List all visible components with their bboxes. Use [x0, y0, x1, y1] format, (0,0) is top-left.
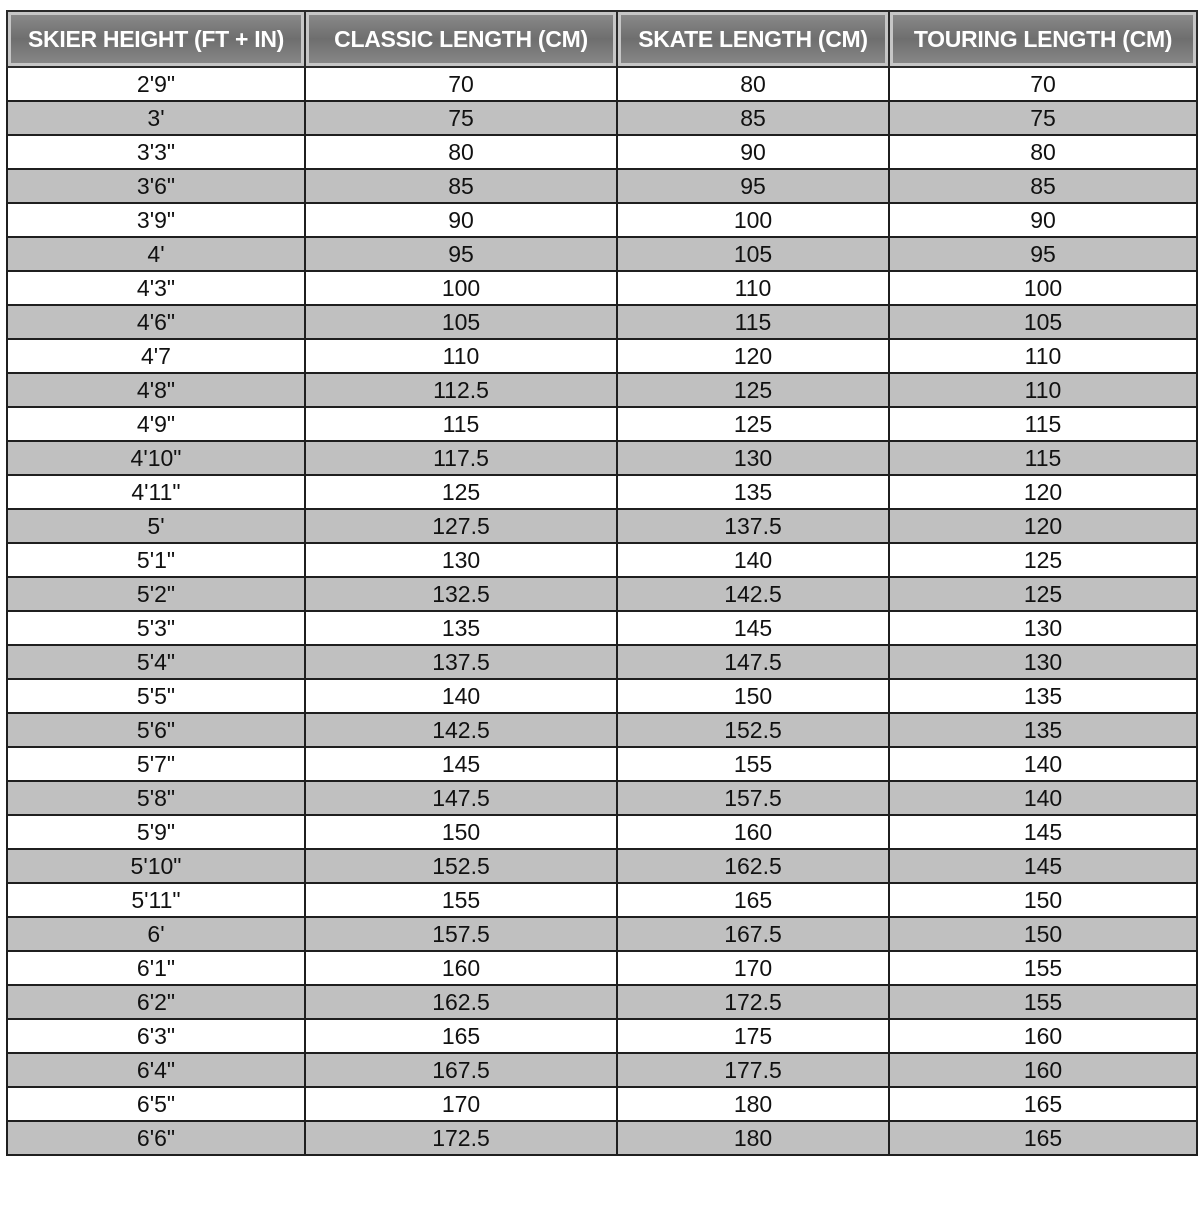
- cell-classic-length: 110: [305, 339, 617, 373]
- cell-touring-length: 135: [889, 713, 1197, 747]
- cell-skier-height: 6'5": [7, 1087, 305, 1121]
- cell-skate-length: 105: [617, 237, 889, 271]
- cell-skate-length: 100: [617, 203, 889, 237]
- table-row: [7, 339, 1197, 373]
- cell-touring-length: 110: [889, 339, 1197, 373]
- table-row: [7, 951, 1197, 985]
- header-skate-length: SKATE LENGTH (CM): [617, 11, 889, 67]
- cell-touring-length: 105: [889, 305, 1197, 339]
- table-row: [7, 203, 1197, 237]
- cell-skate-length: 125: [617, 373, 889, 407]
- cell-classic-length: 147.5: [305, 781, 617, 815]
- cell-skier-height: 3': [7, 101, 305, 135]
- cell-skate-length: 90: [617, 135, 889, 169]
- cell-skier-height: 5'9": [7, 815, 305, 849]
- cell-skate-length: 85: [617, 101, 889, 135]
- cell-skier-height: 5'8": [7, 781, 305, 815]
- cell-classic-length: 152.5: [305, 849, 617, 883]
- table-row: [7, 713, 1197, 747]
- table-row: [7, 169, 1197, 203]
- cell-skier-height: 3'3": [7, 135, 305, 169]
- table-row: [7, 679, 1197, 713]
- cell-skate-length: 95: [617, 169, 889, 203]
- cell-skier-height: 5'4": [7, 645, 305, 679]
- table-row: [7, 985, 1197, 1019]
- cell-touring-length: 160: [889, 1053, 1197, 1087]
- table-body: [7, 67, 1197, 1155]
- cell-classic-length: 160: [305, 951, 617, 985]
- cell-skate-length: 145: [617, 611, 889, 645]
- cell-skier-height: 4'10": [7, 441, 305, 475]
- cell-skate-length: 142.5: [617, 577, 889, 611]
- table-row: [7, 917, 1197, 951]
- cell-classic-length: 100: [305, 271, 617, 305]
- cell-touring-length: 165: [889, 1087, 1197, 1121]
- table-row: [7, 509, 1197, 543]
- cell-classic-length: 172.5: [305, 1121, 617, 1155]
- cell-skier-height: 4'3": [7, 271, 305, 305]
- cell-skier-height: 5'3": [7, 611, 305, 645]
- table-row: [7, 747, 1197, 781]
- cell-skate-length: 115: [617, 305, 889, 339]
- cell-classic-length: 105: [305, 305, 617, 339]
- table-row: [7, 1087, 1197, 1121]
- cell-classic-length: 95: [305, 237, 617, 271]
- table-row: [7, 475, 1197, 509]
- table-row: [7, 237, 1197, 271]
- header-touring-length: TOURING LENGTH (CM): [889, 11, 1197, 67]
- cell-skier-height: 4'6": [7, 305, 305, 339]
- cell-skier-height: 4': [7, 237, 305, 271]
- cell-skier-height: 4'11": [7, 475, 305, 509]
- cell-touring-length: 165: [889, 1121, 1197, 1155]
- cell-skier-height: 4'8": [7, 373, 305, 407]
- cell-touring-length: 90: [889, 203, 1197, 237]
- table-row: [7, 305, 1197, 339]
- cell-touring-length: 70: [889, 67, 1197, 101]
- cell-touring-length: 140: [889, 781, 1197, 815]
- cell-skier-height: 4'9": [7, 407, 305, 441]
- cell-skier-height: 5'11": [7, 883, 305, 917]
- cell-touring-length: 130: [889, 611, 1197, 645]
- cell-skate-length: 180: [617, 1087, 889, 1121]
- cell-classic-length: 115: [305, 407, 617, 441]
- cell-classic-length: 170: [305, 1087, 617, 1121]
- cell-skate-length: 125: [617, 407, 889, 441]
- cell-skate-length: 150: [617, 679, 889, 713]
- table-row: [7, 407, 1197, 441]
- cell-classic-length: 145: [305, 747, 617, 781]
- cell-skate-length: 167.5: [617, 917, 889, 951]
- cell-touring-length: 155: [889, 951, 1197, 985]
- table-row: [7, 67, 1197, 101]
- cell-touring-length: 140: [889, 747, 1197, 781]
- table-row: [7, 101, 1197, 135]
- table-row: [7, 849, 1197, 883]
- cell-skier-height: 6': [7, 917, 305, 951]
- cell-classic-length: 142.5: [305, 713, 617, 747]
- cell-skate-length: 172.5: [617, 985, 889, 1019]
- cell-classic-length: 135: [305, 611, 617, 645]
- cell-skate-length: 170: [617, 951, 889, 985]
- cell-classic-length: 132.5: [305, 577, 617, 611]
- cell-skate-length: 137.5: [617, 509, 889, 543]
- cell-skier-height: 3'9": [7, 203, 305, 237]
- cell-touring-length: 85: [889, 169, 1197, 203]
- cell-touring-length: 95: [889, 237, 1197, 271]
- cell-classic-length: 85: [305, 169, 617, 203]
- ski-length-table: [6, 10, 1198, 1156]
- cell-classic-length: 125: [305, 475, 617, 509]
- cell-skate-length: 162.5: [617, 849, 889, 883]
- header-row: [7, 11, 1197, 67]
- cell-touring-length: 120: [889, 509, 1197, 543]
- table-row: [7, 135, 1197, 169]
- cell-skate-length: 147.5: [617, 645, 889, 679]
- cell-skier-height: 5'10": [7, 849, 305, 883]
- cell-classic-length: 167.5: [305, 1053, 617, 1087]
- cell-skier-height: 5'7": [7, 747, 305, 781]
- cell-touring-length: 155: [889, 985, 1197, 1019]
- table-row: [7, 883, 1197, 917]
- cell-touring-length: 145: [889, 815, 1197, 849]
- table-row: [7, 1019, 1197, 1053]
- cell-classic-length: 112.5: [305, 373, 617, 407]
- cell-classic-length: 150: [305, 815, 617, 849]
- table-row: [7, 611, 1197, 645]
- table-row: [7, 271, 1197, 305]
- cell-touring-length: 150: [889, 883, 1197, 917]
- cell-skate-length: 120: [617, 339, 889, 373]
- cell-touring-length: 145: [889, 849, 1197, 883]
- cell-skier-height: 6'1": [7, 951, 305, 985]
- cell-skate-length: 130: [617, 441, 889, 475]
- cell-skier-height: 5'6": [7, 713, 305, 747]
- cell-touring-length: 150: [889, 917, 1197, 951]
- cell-classic-length: 162.5: [305, 985, 617, 1019]
- cell-skier-height: 6'6": [7, 1121, 305, 1155]
- table-header: [7, 11, 1197, 67]
- table-row: [7, 645, 1197, 679]
- cell-skate-length: 175: [617, 1019, 889, 1053]
- cell-touring-length: 110: [889, 373, 1197, 407]
- cell-classic-length: 165: [305, 1019, 617, 1053]
- cell-skate-length: 152.5: [617, 713, 889, 747]
- cell-skier-height: 3'6": [7, 169, 305, 203]
- cell-skier-height: 2'9": [7, 67, 305, 101]
- cell-skier-height: 5'1": [7, 543, 305, 577]
- table-row: [7, 781, 1197, 815]
- cell-classic-length: 117.5: [305, 441, 617, 475]
- cell-skate-length: 160: [617, 815, 889, 849]
- cell-touring-length: 125: [889, 543, 1197, 577]
- cell-skier-height: 5'2": [7, 577, 305, 611]
- cell-touring-length: 75: [889, 101, 1197, 135]
- cell-skate-length: 140: [617, 543, 889, 577]
- cell-touring-length: 80: [889, 135, 1197, 169]
- cell-classic-length: 137.5: [305, 645, 617, 679]
- table-row: [7, 441, 1197, 475]
- cell-skier-height: 4'7: [7, 339, 305, 373]
- cell-classic-length: 130: [305, 543, 617, 577]
- table-row: [7, 1121, 1197, 1155]
- cell-classic-length: 155: [305, 883, 617, 917]
- cell-skate-length: 80: [617, 67, 889, 101]
- cell-classic-length: 80: [305, 135, 617, 169]
- cell-skier-height: 5': [7, 509, 305, 543]
- cell-classic-length: 157.5: [305, 917, 617, 951]
- cell-classic-length: 140: [305, 679, 617, 713]
- cell-touring-length: 120: [889, 475, 1197, 509]
- cell-classic-length: 75: [305, 101, 617, 135]
- table-row: [7, 577, 1197, 611]
- cell-skier-height: 6'3": [7, 1019, 305, 1053]
- table-row: [7, 815, 1197, 849]
- cell-skate-length: 110: [617, 271, 889, 305]
- cell-touring-length: 115: [889, 407, 1197, 441]
- cell-touring-length: 125: [889, 577, 1197, 611]
- cell-classic-length: 127.5: [305, 509, 617, 543]
- cell-touring-length: 135: [889, 679, 1197, 713]
- header-skier-height: SKIER HEIGHT (FT + IN): [7, 11, 305, 67]
- cell-skate-length: 155: [617, 747, 889, 781]
- ski-size-chart: [6, 10, 1196, 1210]
- cell-skate-length: 135: [617, 475, 889, 509]
- cell-touring-length: 160: [889, 1019, 1197, 1053]
- table-row: [7, 373, 1197, 407]
- cell-skate-length: 177.5: [617, 1053, 889, 1087]
- cell-skier-height: 6'2": [7, 985, 305, 1019]
- cell-skier-height: 6'4": [7, 1053, 305, 1087]
- cell-skate-length: 157.5: [617, 781, 889, 815]
- header-classic-length: CLASSIC LENGTH (CM): [305, 11, 617, 67]
- table-row: [7, 1053, 1197, 1087]
- table-row: [7, 543, 1197, 577]
- cell-skier-height: 5'5": [7, 679, 305, 713]
- cell-skate-length: 180: [617, 1121, 889, 1155]
- cell-touring-length: 115: [889, 441, 1197, 475]
- cell-skate-length: 165: [617, 883, 889, 917]
- cell-classic-length: 70: [305, 67, 617, 101]
- cell-touring-length: 130: [889, 645, 1197, 679]
- cell-classic-length: 90: [305, 203, 617, 237]
- cell-touring-length: 100: [889, 271, 1197, 305]
